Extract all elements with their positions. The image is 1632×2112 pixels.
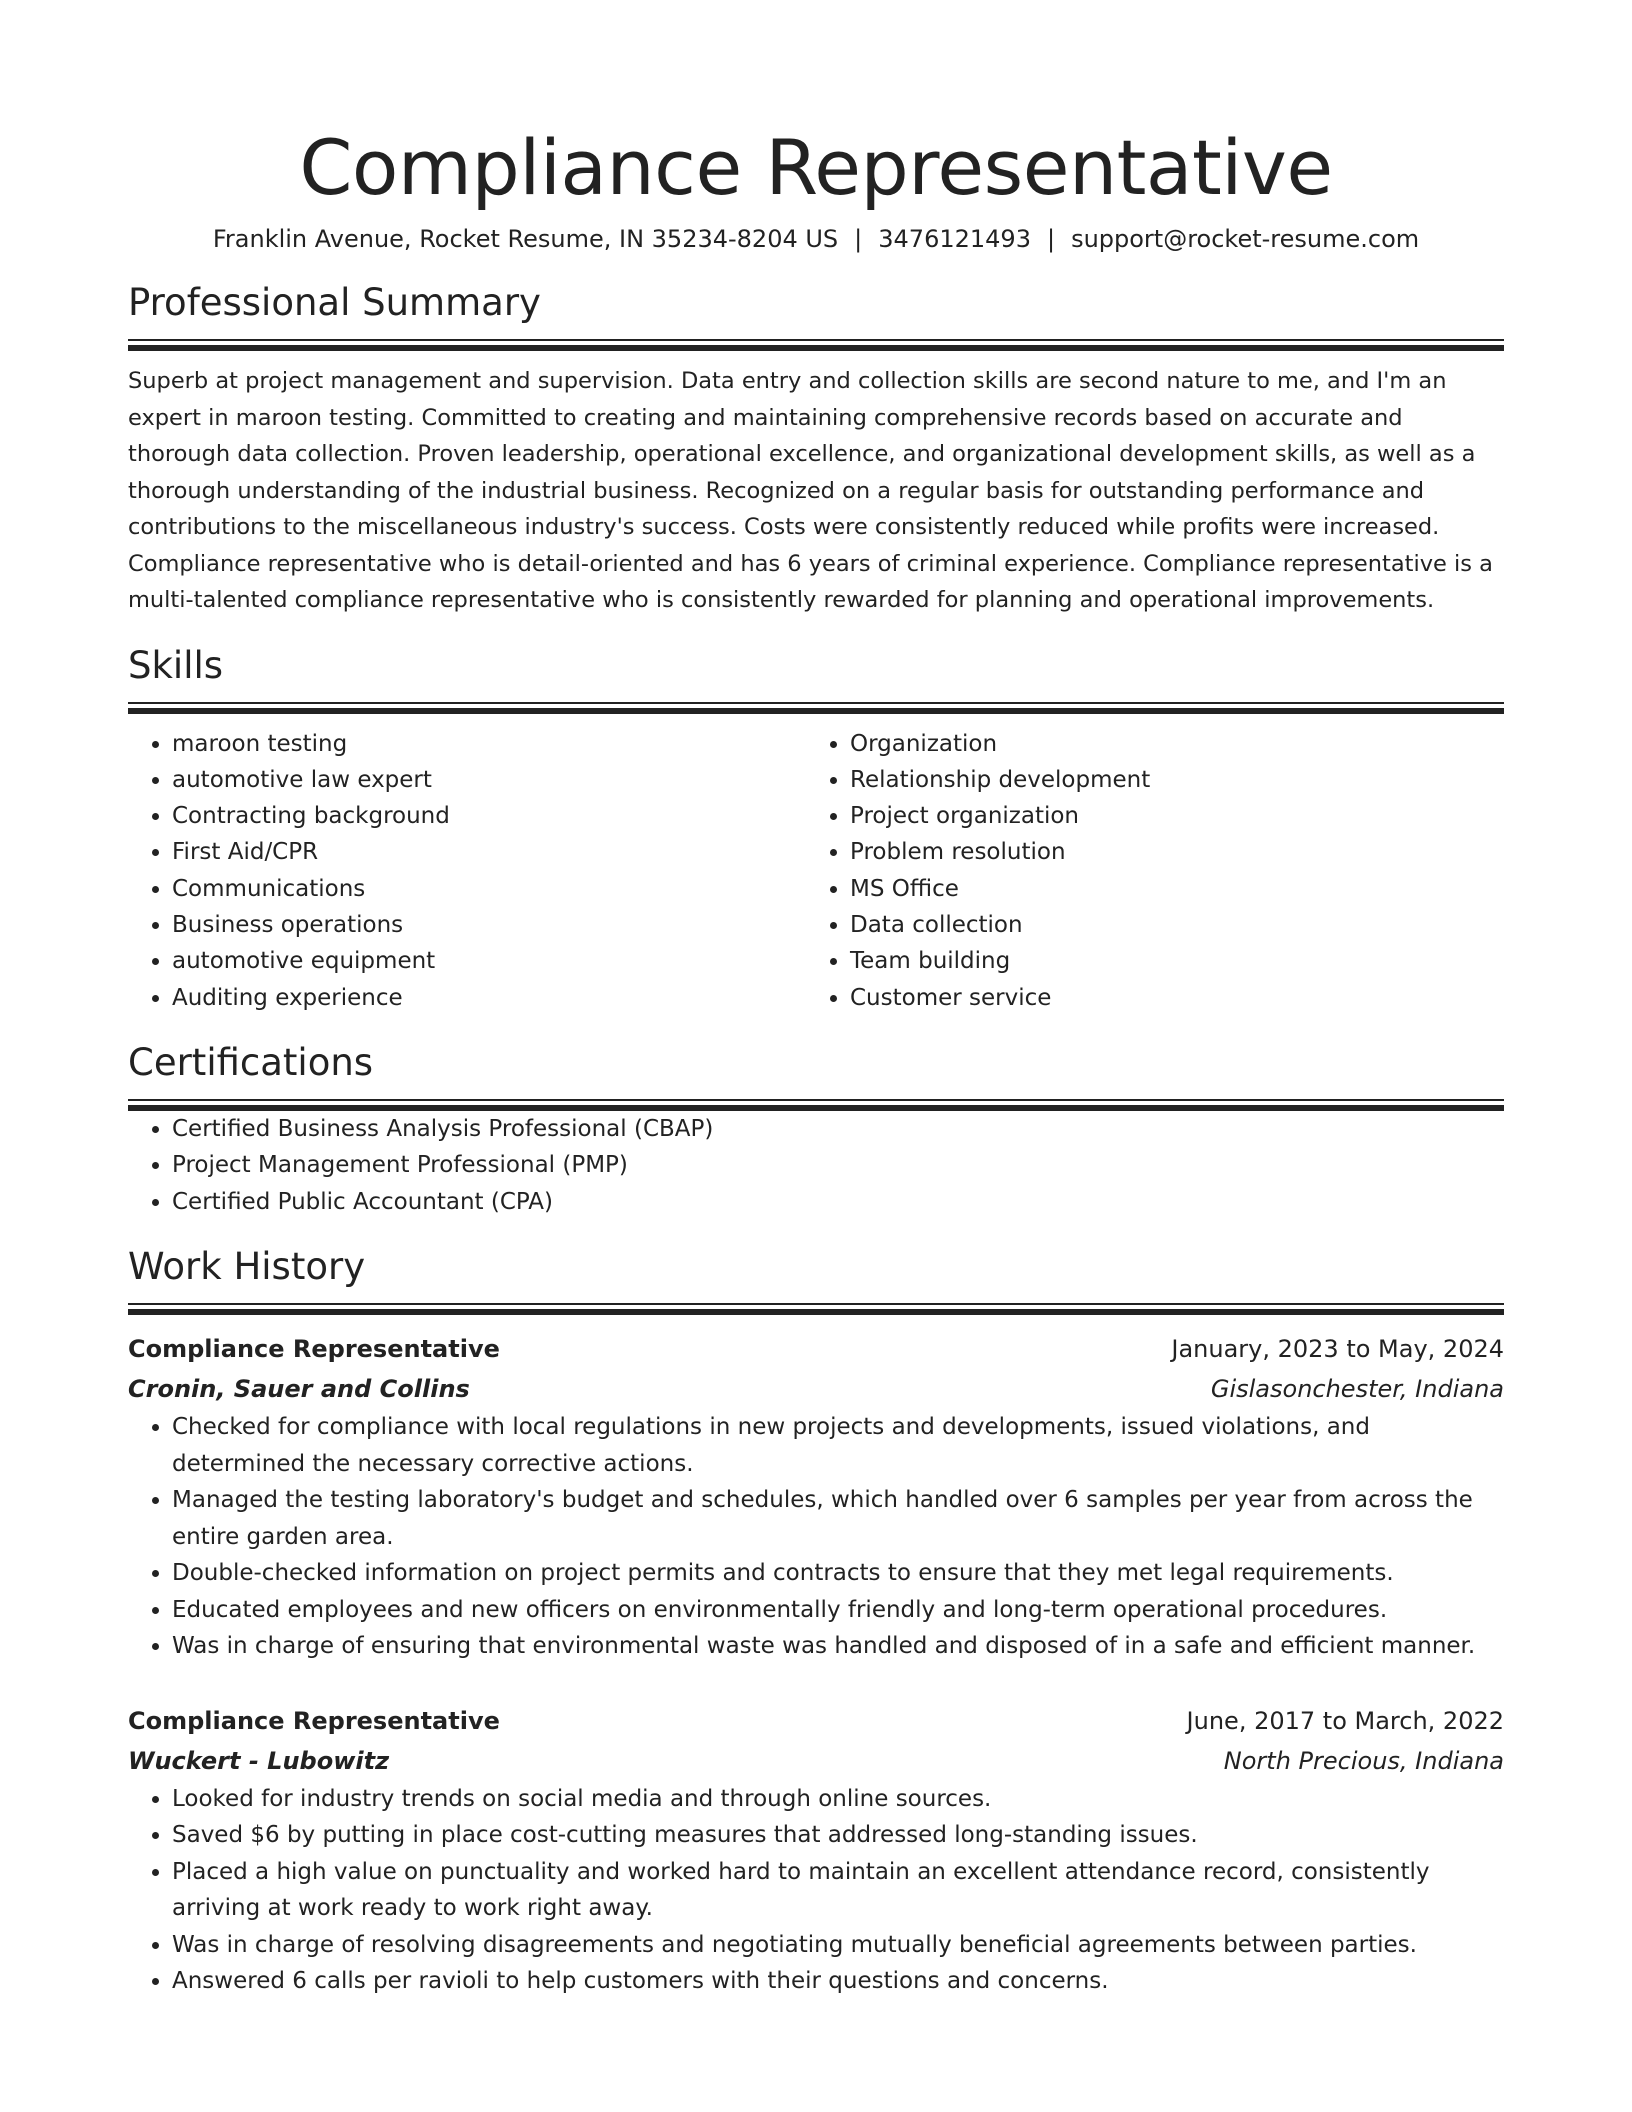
skill-item: • Relationship development [850, 762, 1484, 798]
job-bullet: • Educated employees and new officers on environmentally friendly and long-term operational procedures. [172, 1592, 1504, 1629]
skills-section [128, 641, 1504, 1016]
job-bullet: • Was in charge of ensuring that environmental waste was handled and disposed of in a safe and efficient manner. [172, 1628, 1504, 1665]
contact-separator: | [1046, 225, 1056, 253]
skill-item: • automotive equipment [172, 943, 806, 979]
job-dates: January, 2023 to May, 2024 [1171, 1335, 1504, 1364]
skills-columns [128, 726, 1504, 1016]
skill-item: • Project organization [850, 798, 1484, 834]
certification-item: • Project Management Professional (PMP) [172, 1147, 1504, 1184]
job-title: Compliance Representative [128, 1706, 500, 1735]
section-divider [128, 702, 1504, 714]
work-history-section [128, 1242, 1504, 2000]
skill-item: • Customer service [850, 980, 1484, 1016]
contact-address: Franklin Avenue, Rocket Resume, IN 35234-8204 US [212, 225, 839, 253]
section-title-work-history: Work History [128, 1245, 366, 1289]
job-location: Gislasonchester, Indiana [1210, 1375, 1504, 1404]
job-header-row [128, 1329, 1504, 1369]
section-title-summary: Professional Summary [128, 281, 541, 324]
skill-item: • Business operations [172, 907, 806, 943]
job-company: Wuckert - Lubowitz [128, 1746, 390, 1775]
job-bullet: • Was in charge of resolving disagreements and negotiating mutually beneficial agreements between parties. [172, 1927, 1504, 1964]
skill-item: • Data collection [850, 907, 1484, 943]
certification-item: • Certified Business Analysis Professional (CBAP) [172, 1111, 1504, 1148]
summary-text: Superb at project management and supervision. Data entry and collection skills are second nature to me, and I'm an expert in maroon testing. Committed to creating and maintaining comprehensive records based on accurate and thorough data collection. Proven leadership, operational excellence, and organizational development skills, as well as a thorough understanding of the industrial business. Recognized on a regular basis for outstanding performance and contributions to the miscellaneous industry's success. Costs were consistently reduced while profits were increased. Compliance representative who is detail-oriented and has 6 years of criminal experience. Compliance representative is a multi-talented compliance representative who is consistently rewarded for planning and operational improvements. [128, 368, 1493, 613]
skill-item: • Organization [850, 726, 1484, 762]
section-divider [128, 1099, 1504, 1111]
job-title: Compliance Representative [128, 1335, 500, 1364]
contact-line [128, 222, 1504, 256]
skill-item: • automotive law expert [172, 762, 806, 798]
section-title-certifications: Certifications [128, 1040, 374, 1084]
resume-page [128, 118, 1504, 2000]
skill-item: • Communications [172, 871, 806, 907]
job-entry [128, 1701, 1504, 2000]
job-entry [128, 1329, 1504, 1665]
section-divider [128, 1303, 1504, 1315]
job-bullet: • Double-checked information on project permits and contracts to ensure that they met legal requirements. [172, 1555, 1504, 1592]
contact-email: support@rocket-resume.com [1071, 225, 1420, 253]
section-title-skills: Skills [128, 643, 224, 687]
certification-item: • Certified Public Accountant (CPA) [172, 1184, 1504, 1221]
skills-list-right [806, 726, 1484, 1016]
job-subheader-row [128, 1369, 1504, 1409]
certifications-list [128, 1111, 1504, 1221]
job-subheader-row [128, 1741, 1504, 1781]
summary-section [128, 278, 1504, 619]
job-bullet: • Answered 6 calls per ravioli to help customers with their questions and concerns. [172, 1963, 1504, 2000]
skill-item: • maroon testing [172, 726, 806, 762]
skill-item: • MS Office [850, 871, 1484, 907]
job-bullet: • Managed the testing laboratory's budget and schedules, which handled over 6 samples per year from across the entire garden area. [172, 1482, 1504, 1555]
job-bullet: • Checked for compliance with local regulations in new projects and developments, issued violations, and determined the necessary corrective actions. [172, 1409, 1504, 1482]
contact-separator: | [854, 225, 863, 253]
job-dates: June, 2017 to March, 2022 [1186, 1706, 1504, 1735]
skill-item: • First Aid/CPR [172, 834, 806, 870]
section-divider [128, 339, 1504, 351]
job-bullet: • Placed a high value on punctuality and worked hard to maintain an excellent attendance record, consistently arriving at work ready to work right away. [172, 1854, 1504, 1927]
job-bullets [128, 1409, 1504, 1665]
certifications-section [128, 1038, 1504, 1221]
skill-item: • Team building [850, 943, 1484, 979]
skills-list-left [128, 726, 806, 1016]
job-bullet: • Looked for industry trends on social media and through online sources. [172, 1781, 1504, 1818]
skill-item: • Auditing experience [172, 980, 806, 1016]
contact-phone: 3476121493 [878, 225, 1031, 253]
job-header-row [128, 1701, 1504, 1741]
job-bullets [128, 1781, 1504, 2000]
skill-item: • Problem resolution [850, 834, 1484, 870]
candidate-name: Compliance Representative [299, 123, 1333, 212]
skill-item: • Contracting background [172, 798, 806, 834]
job-company: Cronin, Sauer and Collins [128, 1375, 470, 1404]
job-location: North Precious, Indiana [1223, 1746, 1504, 1775]
job-bullet: • Saved $6 by putting in place cost-cutting measures that addressed long-standing issues. [172, 1817, 1504, 1854]
